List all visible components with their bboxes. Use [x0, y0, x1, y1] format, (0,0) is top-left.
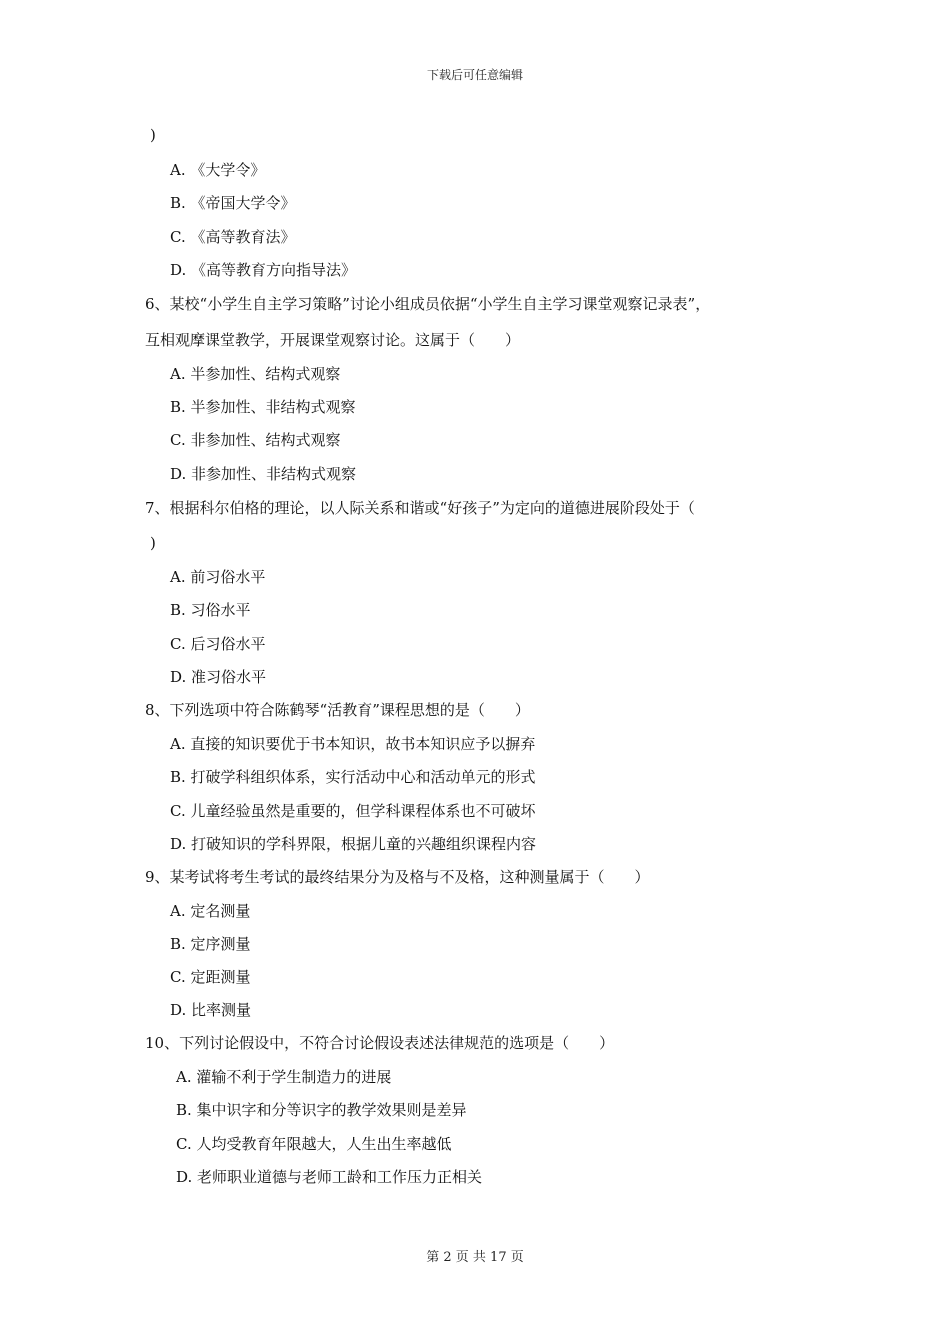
question-10-option-c: C. 人均受教育年限越大，人生出生率越低 — [176, 1135, 452, 1153]
question-7-option-b: B. 习俗水平 — [170, 601, 251, 619]
question-6-option-c: C. 非参加性、结构式观察 — [170, 431, 341, 449]
question-5-option-a: A. 《大学令》 — [170, 161, 266, 179]
question-9-line-1: 9、某考试将考生考试的最终结果分为及格与不及格，这种测量属于（ ） — [145, 868, 650, 886]
question-10-option-b: B. 集中识字和分等识字的教学效果则是差异 — [176, 1101, 467, 1119]
question-8-option-a: A. 直接的知识要优于书本知识，故书本知识应予以摒弃 — [170, 735, 536, 753]
question-8-line-1: 8、下列选项中符合陈鹤琴“活教育”课程思想的是（ ） — [145, 701, 530, 719]
question-9-option-d: D. 比率测量 — [170, 1001, 252, 1019]
question-6-option-b: B. 半参加性、非结构式观察 — [170, 398, 356, 416]
page-footer: 第 2 页 共 17 页 — [426, 1250, 524, 1265]
question-10-option-d: D. 老师职业道德与老师工龄和工作压力正相关 — [176, 1168, 483, 1186]
question-5-option-d: D. 《高等教育方向指导法》 — [170, 261, 357, 279]
question-8-option-b: B. 打破学科组织体系，实行活动中心和活动单元的形式 — [170, 768, 536, 786]
question-9-option-a: A. 定名测量 — [170, 902, 251, 920]
question-7-option-a: A. 前习俗水平 — [170, 568, 266, 586]
question-8-option-c: C. 儿童经验虽然是重要的，但学科课程体系也不可破坏 — [170, 802, 536, 820]
page-header: 下载后可任意编辑 — [426, 68, 523, 82]
question-5-option-b: B. 《帝国大学令》 — [170, 194, 296, 212]
question-7-option-c: C. 后习俗水平 — [170, 635, 266, 653]
question-6-line-2: 互相观摩课堂教学，开展课堂观察讨论。这属于（ ） — [145, 331, 521, 349]
question-8-option-d: D. 打破知识的学科界限，根据儿童的兴趣组织课程内容 — [170, 835, 537, 853]
question-6-line-1: 6、某校“小学生自主学习策略”讨论小组成员依据“小学生自主学习课堂观察记录表”， — [145, 295, 711, 313]
question-7-option-d: D. 准习俗水平 — [170, 668, 267, 686]
question-5-option-c: C. 《高等教育法》 — [170, 228, 296, 246]
question-7-line-2: ) — [150, 534, 156, 552]
question-5-continuation: ) — [150, 126, 156, 144]
question-10-option-a: A. 灌输不利于学生制造力的进展 — [176, 1068, 392, 1086]
question-6-option-d: D. 非参加性、非结构式观察 — [170, 465, 357, 483]
question-6-option-a: A. 半参加性、结构式观察 — [170, 365, 341, 383]
question-9-option-b: B. 定序测量 — [170, 935, 251, 953]
question-10-line-1: 10、下列讨论假设中，不符合讨论假设表述法律规范的选项是（ ） — [145, 1034, 615, 1052]
question-7-line-1: 7、根据科尔伯格的理论，以人际关系和谐或“好孩子”为定向的道德进展阶段处于（ — [145, 499, 695, 517]
question-9-option-c: C. 定距测量 — [170, 968, 251, 986]
